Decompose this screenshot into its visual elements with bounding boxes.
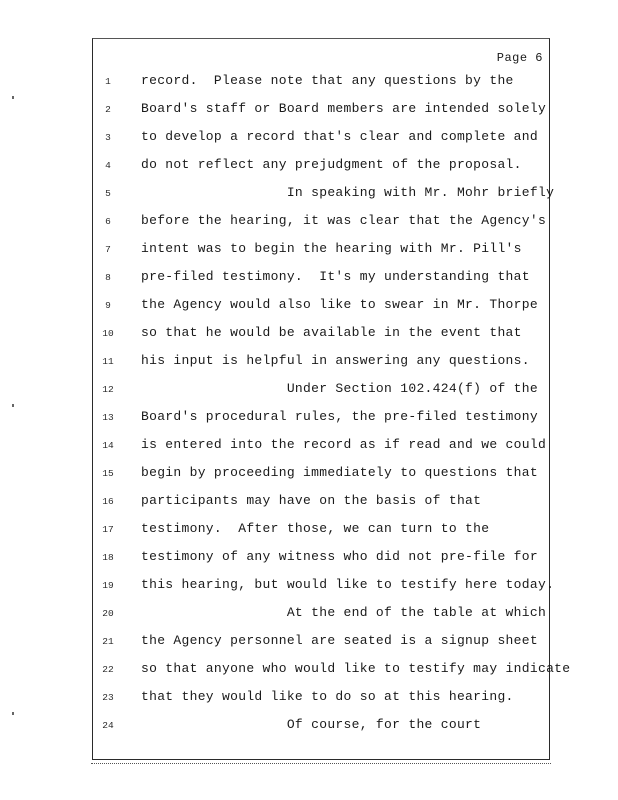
transcript-line — [93, 101, 551, 121]
line-number: 13 — [102, 412, 114, 423]
line-number: 20 — [102, 608, 114, 619]
transcript-line — [93, 73, 551, 93]
line-text: Of course, for the court — [141, 717, 482, 732]
line-number: 16 — [102, 496, 114, 507]
line-number: 23 — [102, 692, 114, 703]
transcript-line — [93, 409, 551, 429]
line-number: 7 — [105, 244, 111, 255]
transcript-line — [93, 521, 551, 541]
line-number: 1 — [105, 76, 111, 87]
line-text: intent was to begin the hearing with Mr. Pill's — [141, 241, 522, 256]
line-number: 5 — [105, 188, 111, 199]
line-text: Under Section 102.424(f) of the — [141, 381, 538, 396]
scan-speck — [12, 712, 14, 715]
line-text: pre-filed testimony. It's my understanding that — [141, 269, 530, 284]
line-text: record. Please note that any questions by the — [141, 73, 514, 88]
line-text: before the hearing, it was clear that the Agency's — [141, 213, 547, 228]
transcript-line — [93, 633, 551, 653]
transcript-line — [93, 549, 551, 569]
line-number: 17 — [102, 524, 114, 535]
line-number: 8 — [105, 272, 111, 283]
line-text: is entered into the record as if read and we could — [141, 437, 547, 452]
transcript-page — [92, 38, 571, 760]
transcript-line — [93, 213, 551, 233]
line-number: 2 — [105, 104, 111, 115]
line-text: do not reflect any prejudgment of the proposal. — [141, 157, 522, 172]
transcript-line — [93, 437, 551, 457]
transcript-line — [93, 577, 555, 597]
line-text: Board's staff or Board members are intended solely — [141, 101, 547, 116]
line-text: that they would like to do so at this hearing. — [141, 689, 514, 704]
line-text: to develop a record that's clear and complete and — [141, 129, 538, 144]
line-text: the Agency personnel are seated is a signup sheet — [141, 633, 538, 648]
transcript-line — [93, 241, 551, 261]
line-number: 15 — [102, 468, 114, 479]
line-number: 9 — [105, 300, 111, 311]
line-number: 22 — [102, 664, 114, 675]
line-number: 12 — [102, 384, 114, 395]
line-number: 21 — [102, 636, 114, 647]
line-number: 6 — [105, 216, 111, 227]
transcript-line — [93, 717, 551, 737]
transcript-line — [93, 157, 551, 177]
line-text: so that he would be available in the event that — [141, 325, 522, 340]
line-text: testimony. After those, we can turn to the — [141, 521, 490, 536]
line-number: 11 — [102, 356, 114, 367]
line-text: testimony of any witness who did not pre-file for — [141, 549, 538, 564]
line-text: participants may have on the basis of that — [141, 493, 482, 508]
line-text: the Agency would also like to swear in Mr. Thorpe — [141, 297, 538, 312]
transcript-line — [93, 381, 551, 401]
transcript-line — [93, 185, 555, 205]
line-text: At the end of the table at which — [141, 605, 547, 620]
transcript-line — [93, 493, 551, 513]
line-number: 3 — [105, 132, 111, 143]
transcript-line — [93, 269, 551, 289]
line-number: 10 — [102, 328, 114, 339]
transcript-line — [93, 465, 551, 485]
line-number: 4 — [105, 160, 111, 171]
line-number: 19 — [102, 580, 114, 591]
line-text: Board's procedural rules, the pre-filed testimony — [141, 409, 538, 424]
page-number: Page 6 — [496, 51, 543, 65]
transcript-line — [93, 129, 551, 149]
line-text: begin by proceeding immediately to questions that — [141, 465, 538, 480]
transcript-line — [93, 353, 551, 373]
line-text: this hearing, but would like to testify here today. — [141, 577, 555, 592]
line-text: so that anyone who would like to testify may indicate — [141, 661, 571, 676]
transcript-line — [93, 297, 551, 317]
transcript-line — [93, 661, 571, 681]
line-number: 18 — [102, 552, 114, 563]
transcript-line — [93, 689, 551, 709]
scan-speck — [12, 404, 14, 407]
transcript-line — [93, 325, 551, 345]
line-text: In speaking with Mr. Mohr briefly — [141, 185, 555, 200]
line-text: his input is helpful in answering any questions. — [141, 353, 530, 368]
scan-speck — [12, 96, 14, 99]
transcript-line — [93, 605, 551, 625]
line-number: 24 — [102, 720, 114, 731]
line-number: 14 — [102, 440, 114, 451]
